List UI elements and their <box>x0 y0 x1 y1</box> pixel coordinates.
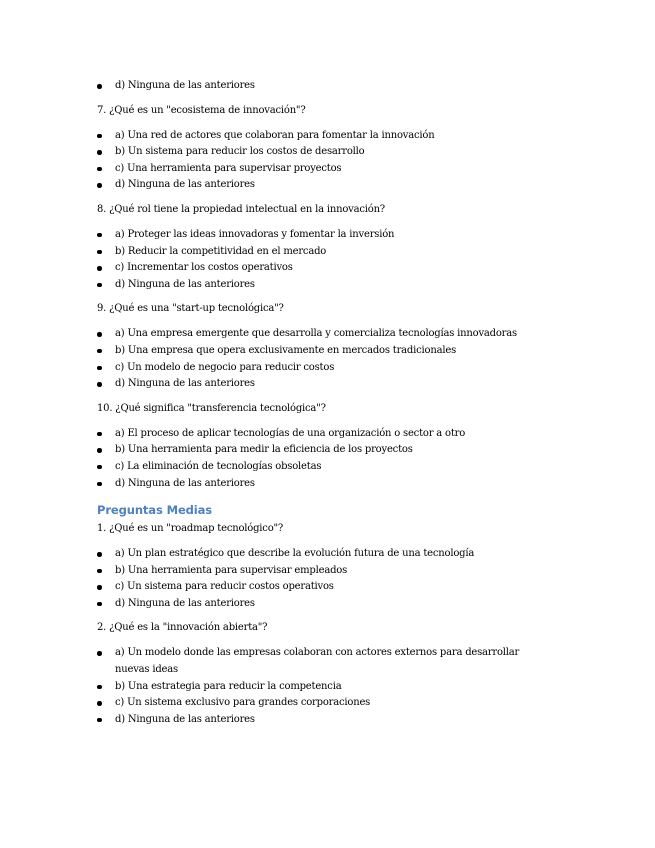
option-list <box>97 128 577 194</box>
list-item: a) Un plan estratégico que describe la evolución futura de una tecnología <box>97 546 577 563</box>
list-item: c) La eliminación de tecnologías obsoletas <box>97 459 577 476</box>
list-item: a) El proceso de aplicar tecnologías de una organización o sector a otro <box>97 426 577 443</box>
question-medium-2: 2. ¿Qué es la "innovación abierta"? <box>97 622 268 634</box>
section-heading: Preguntas Medias <box>97 503 213 518</box>
list-item: d) Ninguna de las anteriores <box>97 376 577 393</box>
question-medium-1: 1. ¿Qué es un "roadmap tecnológico"? <box>97 523 284 535</box>
list-item: c) Un modelo de negocio para reducir costos <box>97 360 577 377</box>
list-item: b) Una herramienta para medir la eficiencia de los proyectos <box>97 442 577 459</box>
option-list <box>97 227 577 293</box>
list-item: a) Proteger las ideas innovadoras y fomentar la inversión <box>97 227 577 244</box>
list-item: a) Una empresa emergente que desarrolla y comercializa tecnologías innovadoras <box>97 326 577 343</box>
list-item: a) Un modelo donde las empresas colaboran con actores externos para desarrollar nuevas ideas <box>97 645 545 678</box>
list-item: d) Ninguna de las anteriores <box>97 476 577 493</box>
list-item: b) Reducir la competitividad en el mercado <box>97 244 577 261</box>
option-list <box>97 326 577 392</box>
list-item: c) Un sistema exclusivo para grandes corporaciones <box>97 695 577 712</box>
list-item: b) Un sistema para reducir los costos de desarrollo <box>97 144 577 161</box>
option-list <box>97 546 577 612</box>
option-list <box>97 645 577 728</box>
document-content <box>97 76 577 728</box>
list-item: d) Ninguna de las anteriores <box>97 78 577 95</box>
list-item: b) Una empresa que opera exclusivamente en mercados tradicionales <box>97 343 577 360</box>
list-item: d) Ninguna de las anteriores <box>97 712 577 729</box>
question-8: 8. ¿Qué rol tiene la propiedad intelectual en la innovación? <box>97 203 385 215</box>
list-item: b) Una herramienta para supervisar empleados <box>97 563 577 580</box>
list-item: c) Incrementar los costos operativos <box>97 260 577 277</box>
option-list <box>97 78 577 95</box>
list-item: d) Ninguna de las anteriores <box>97 277 577 294</box>
option-list <box>97 426 577 492</box>
list-item: c) Una herramienta para supervisar proyectos <box>97 161 577 178</box>
list-item: a) Una red de actores que colaboran para fomentar la innovación <box>97 128 577 145</box>
list-item: c) Un sistema para reducir costos operativos <box>97 579 577 596</box>
question-9: 9. ¿Qué es una "start-up tecnológica"? <box>97 303 284 315</box>
question-7: 7. ¿Qué es un "ecosistema de innovación"? <box>97 104 306 116</box>
list-item: d) Ninguna de las anteriores <box>97 177 577 194</box>
question-10: 10. ¿Qué significa "transferencia tecnológica"? <box>97 402 326 414</box>
list-item: b) Una estrategia para reducir la competencia <box>97 679 577 696</box>
list-item: d) Ninguna de las anteriores <box>97 596 577 613</box>
